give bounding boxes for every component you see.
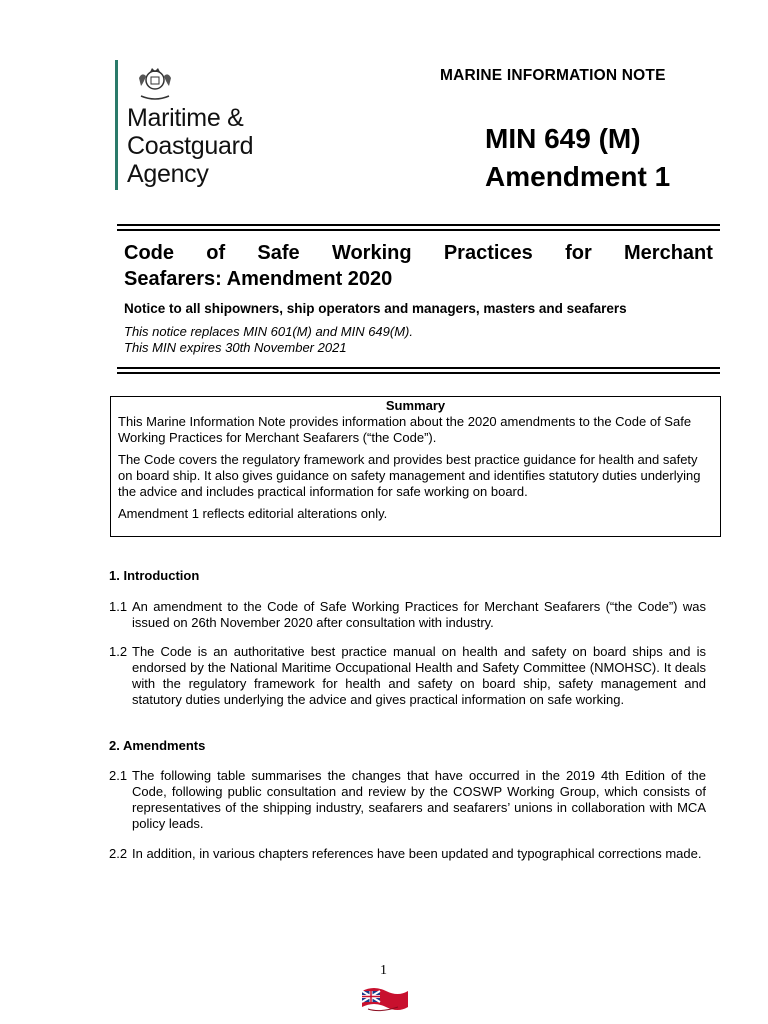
header-rule-top-2 (117, 229, 720, 231)
title-word: Practices (443, 242, 533, 264)
replaces-line: This notice replaces MIN 601(M) and MIN 649(M). (124, 324, 413, 339)
paragraph-2-1 (109, 768, 706, 832)
paragraph-1-2 (109, 644, 706, 708)
document-title (124, 240, 713, 292)
header-rule-bottom-2 (117, 372, 720, 374)
agency-name (127, 104, 253, 188)
title-word: Working (331, 242, 412, 264)
paragraph-text: In addition, in various chapters references have been updated and typographical corrections made. (132, 846, 702, 861)
summary-paragraph: Amendment 1 reflects editorial alterations only. (118, 506, 388, 521)
paragraph-number: 1.2 (109, 644, 128, 659)
summary-paragraph: This Marine Information Note provides information about the 2020 amendments to the Code of Safe Working Practices for Merchant Seafarers (“the Code”). (118, 414, 692, 445)
title-word: Safe (257, 242, 300, 264)
agency-line-1: Maritime & (127, 104, 244, 132)
paragraph-text: An amendment to the Code of Safe Working Practices for Merchant Seafarers (“the Code”) was issued on 26th November 2020 after consultation with industry. (132, 599, 706, 630)
header-rule-top-1 (117, 224, 720, 226)
page-number: 1 (380, 963, 387, 978)
agency-line-3: Agency (127, 160, 209, 188)
section-heading-amendments: 2. Amendments (109, 738, 206, 753)
title-word: Merchant (624, 242, 713, 264)
agency-line-2: Coastguard (127, 132, 254, 160)
logo-accent-bar (115, 60, 118, 190)
title-line-2: Seafarers: Amendment 2020 (124, 268, 393, 290)
title-word: for (565, 242, 592, 264)
paragraph-number: 2.1 (109, 768, 128, 783)
title-word: of (206, 242, 226, 264)
title-word: Code (124, 242, 174, 264)
notice-audience: Notice to all shipowners, ship operators and managers, masters and seafarers (124, 301, 627, 316)
document-type: MARINE INFORMATION NOTE (440, 67, 666, 84)
title-line-1 (124, 240, 713, 266)
paragraph-text: The following table summarises the changes that have occurred in the 2019 4th Edition of the Code, following public consultation and review by the COSWP Working Group, which consists of representatives of the shipping industry, seafarers and seafarers’ unions in collaboration with MCA policy leads. (132, 768, 706, 831)
document-number-block (485, 120, 705, 196)
paragraph-text: The Code is an authoritative best practice manual on health and safety on board ships and is endorsed by the National Maritime Occupational Health and Safety Committee (NMOHSC). It deals with the regulatory framework for health and safety on board ship, safety management and statutory duties underlying the advice and gives practical information on safe working. (132, 644, 706, 707)
summary-box (110, 396, 721, 537)
header-rule-bottom-1 (117, 367, 720, 369)
paragraph-number: 1.1 (109, 599, 128, 614)
paragraph-2-2 (109, 846, 706, 862)
paragraph-1-1 (109, 599, 706, 631)
royal-crest-icon (133, 60, 177, 104)
expiry-line: This MIN expires 30th November 2021 (124, 340, 347, 355)
section-heading-introduction: 1. Introduction (109, 568, 200, 583)
summary-heading: Summary (385, 398, 446, 413)
paragraph-number: 2.2 (109, 846, 128, 861)
replacement-note (124, 324, 413, 356)
document-amendment: Amendment 1 (485, 161, 671, 192)
document-number: MIN 649 (M) (485, 123, 641, 154)
red-ensign-flag-icon (358, 985, 410, 1013)
summary-paragraph: The Code covers the regulatory framework and provides best practice guidance for health and safety on board ship. It also gives guidance on safety management and identifies statutory duties underlying the advice and includes practical information for safe working on board. (118, 452, 701, 499)
